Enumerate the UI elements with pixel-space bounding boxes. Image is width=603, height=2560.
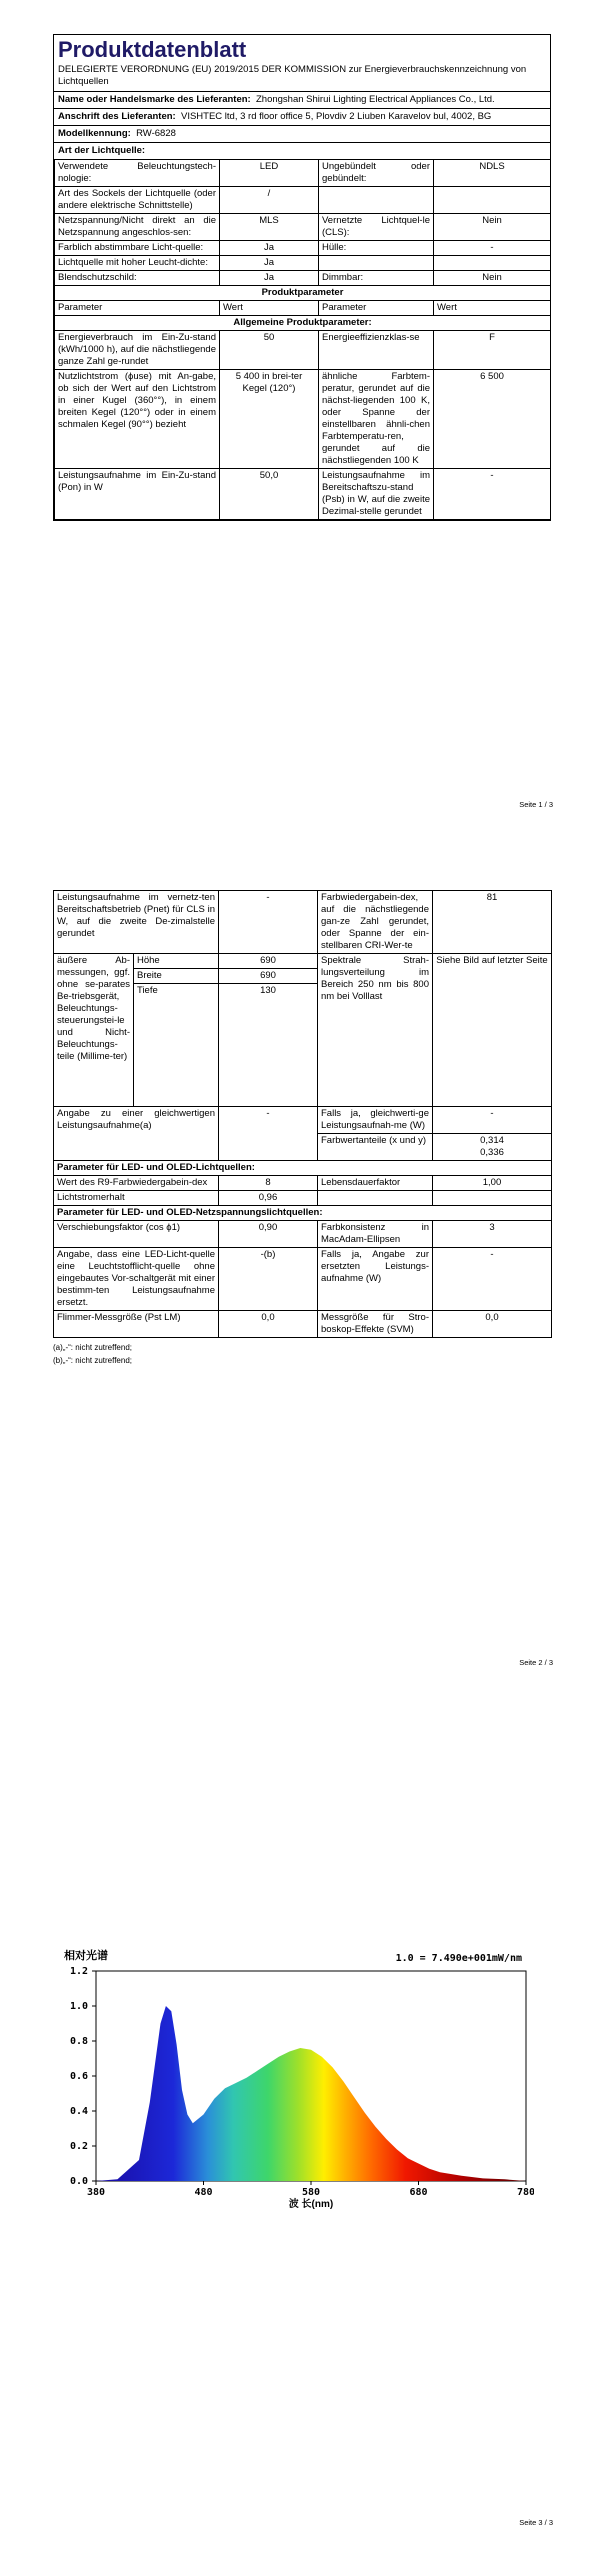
cell [319,256,434,271]
light-source-table [54,159,551,520]
cell: LED [220,160,319,187]
chart-annotation: 1.0 = 7.490e+001mW/nm [395,1953,522,1964]
dimension-value: 130 [219,984,318,1107]
column-header: Parameter [55,301,220,316]
model-value: RW-6828 [136,128,176,139]
table-row [55,469,551,520]
cell: 6 500 [434,370,551,469]
x-tick-label: 780 [516,2187,534,2198]
dimension-value: 690 [219,954,318,969]
cell: Blendschutzschild: [55,271,220,286]
light-type-header: Art der Lichtquelle: [58,145,146,156]
regulation-text: DELEGIERTE VERORDNUNG (EU) 2019/2015 DER KOMMISSION zur Energieverbrauchskennzeichnung von Lichtquellen [58,64,527,87]
table-row [55,316,551,331]
cell: -(b) [219,1248,318,1311]
cell: Angabe, dass eine LED-Licht-quelle eine Leuchtstofflicht-quelle ohne eingebautes Vor-schaltgerät mit einer bestimm-ten Leistungsaufnahme ersetzt. [54,1248,219,1311]
cell [434,187,551,214]
cell: Leistungsaufnahme im vernetz-ten Bereitschaftsbetrieb (Pnet) für CLS in W, auf die zweite De-zimalstelle gerundet [54,891,219,954]
cell: Lichtquelle mit hoher Leucht-dichte: [55,256,220,271]
table-row [54,1161,552,1176]
table-row [55,301,551,316]
datasheet-frame-1 [53,34,551,521]
dimension-value: 690 [219,969,318,984]
page-3 [0,1710,603,2560]
column-header: Wert [434,301,551,316]
table-row [55,331,551,370]
table-row [54,891,552,954]
cell: Ja [220,241,319,256]
spectral-value: Siehe Bild auf letzter Seite [433,954,552,1107]
cell: - [434,241,551,256]
table-row [55,370,551,469]
cell: Farbwiedergabein-dex, auf die nächstliegende gan-ze Zahl gerundet, oder Spanne der ein-stellbaren CRI-Wer-te [318,891,433,954]
cell: Leistungsaufnahme im Bereitschaftszu-stand (Psb) in W, auf die zweite Dezimal-stelle gerundet [319,469,434,520]
dimension-name: Tiefe [134,984,219,1107]
cell: Ungebündelt oder gebündelt: [319,160,434,187]
table-row [55,241,551,256]
cell: Lichtstromerhalt [54,1191,219,1206]
model-row [54,125,550,142]
address-value: VISHTEC ltd, 3 rd floor office 5, Plovdiv 2 Liuben Karavelov bul, 4002, BG [181,111,492,122]
cell: - [219,891,318,954]
cell: NDLS [434,160,551,187]
cell: Hülle: [319,241,434,256]
datasheet-frame-2 [53,890,551,1367]
spectrum-chart-wrap [56,1943,534,2223]
y-tick-label: 1.0 [69,2001,88,2012]
column-header: Wert [220,301,319,316]
table-row [54,1176,552,1191]
address-label: Anschrift des Lieferanten: [58,111,176,122]
y-tick-label: 0.8 [69,2036,88,2047]
cell: ähnliche Farbtem-peratur, gerundet auf die nächst-liegenden 100 K, oder Spanne der einstellbaren ähnli-chen Farbtemperatu-ren, gerundet auf die nächstliegenden 100 K [319,370,434,469]
cell: 8 [219,1176,318,1191]
cell: Falls ja, gleichwerti-ge Leistungsaufnah-me (W) [318,1107,433,1134]
cell: Wert des R9-Farbwiedergabein-dex [54,1176,219,1191]
x-tick-label: 680 [409,2187,428,2198]
column-header: Parameter [319,301,434,316]
section-header: Allgemeine Produktparameter: [55,316,551,331]
table-row [54,1221,552,1248]
chromaticity-x: 0,314 [480,1135,504,1146]
cell: 50 [220,331,319,370]
table-row [54,1191,552,1206]
cell: 0,0 [219,1311,318,1338]
y-tick-label: 0.2 [69,2141,88,2152]
doc-title: Produktdatenblatt [58,37,247,62]
section-header: Parameter für LED- und OLED-Lichtquellen: [54,1161,552,1176]
y-tick-label: 0.6 [69,2071,88,2082]
table-row [55,187,551,214]
cell: Nein [434,214,551,241]
table-row [54,954,552,969]
cell: Netzspannung/Nicht direkt an die Netzspannung angeschlos-sen: [55,214,220,241]
cell [319,187,434,214]
chart-title: 相对光谱 [64,1950,108,1962]
table-row [54,1206,552,1221]
x-tick-label: 580 [301,2187,321,2198]
cell: 50,0 [220,469,319,520]
cell: Falls ja, Angabe zur ersetzten Leistungs-aufnahme (W) [318,1248,433,1311]
cell: - [433,1248,552,1311]
cell: 0,0 [433,1311,552,1338]
cell: Verschiebungsfaktor (cos ϕ1) [54,1221,219,1248]
page-1 [0,0,603,860]
cell: - [433,1107,552,1134]
supplier-label: Name oder Handelsmarke des Lieferanten: [58,94,251,105]
page-number: Seite 2 / 3 [519,1658,553,1667]
table-row [55,286,551,301]
table-row [54,1107,552,1134]
cell [433,1191,552,1206]
table-row [55,214,551,241]
cell: / [220,187,319,214]
page-number: Seite 1 / 3 [519,800,553,809]
cell: Vernetzte Lichtquel-le (CLS): [319,214,434,241]
cell: Flimmer-Messgröße (Pst LM) [54,1311,219,1338]
page-2 [0,860,603,1710]
cell: Farbwertanteile (x und y) [318,1134,433,1161]
cell: Verwendete Beleuchtungstech-nologie: [55,160,220,187]
cell: - [219,1107,318,1161]
cell: Ja [220,271,319,286]
parameters-table-continued [53,890,552,1338]
cell: Lebensdauerfaktor [318,1176,433,1191]
y-tick-label: 0.0 [69,2176,88,2187]
light-type-row [54,142,550,159]
cell: Farblich abstimmbare Licht-quelle: [55,241,220,256]
y-tick-label: 0.4 [69,2106,88,2117]
x-tick-label: 480 [194,2187,213,2198]
table-row [55,160,551,187]
cell: Ja [220,256,319,271]
y-tick-label: 1.2 [69,1966,88,1977]
cell: Energieeffizienzklas-se [319,331,434,370]
supplier-row [54,91,550,108]
page-number: Seite 3 / 3 [519,2518,553,2527]
supplier-value: Zhongshan Shirui Lighting Electrical Appliances Co., Ltd. [256,94,495,105]
cell: 5 400 in brei-ter Kegel (120°) [220,370,319,469]
cell: 0,90 [219,1221,318,1248]
cell: Messgröße für Stro-boskop-Effekte (SVM) [318,1311,433,1338]
cell: 81 [433,891,552,954]
cell: Art des Sockels der Lichtquelle (oder andere elektrische Schnittstelle) [55,187,220,214]
section-header: Produktparameter [55,286,551,301]
footnote-b: (b)„-“: nicht zutreffend; [53,1356,132,1365]
table-row [55,271,551,286]
cell: Leistungsaufnahme im Ein-Zu-stand (Pon) in W [55,469,220,520]
cell: MLS [220,214,319,241]
dimensions-label: äußere Ab-messungen, ggf. ohne se-parates Be-triebsgerät, Beleuchtungs-steuerungstei-le und Nicht-Beleuchtungs-teile (Millime-ter) [54,954,134,1107]
chromaticity-y: 0,336 [480,1147,504,1158]
cell: Angabe zu einer gleichwertigen Leistungsaufnahme(a) [54,1107,219,1161]
table-row [54,1248,552,1311]
spectral-label: Spektrale Strah-lungsverteilung im Bereich 250 nm bis 800 nm bei Volllast [318,954,433,1107]
chromaticity-values [433,1134,552,1161]
cell: Nutzlichtstrom (ϕuse) mit An-gabe, ob sich der Wert auf den Lichtstrom in einer Kugel (360°°), in einem breiten Kegel (120°°) oder in einem schmalen Kegel (90°°) bezieht [55,370,220,469]
spectrum-area [96,2006,526,2181]
cell: 0,96 [219,1191,318,1206]
footnote-a: (a)„-“: nicht zutreffend; [53,1343,132,1352]
cell: Dimmbar: [319,271,434,286]
x-axis-label: 波 长(nm) [288,2199,334,2210]
cell [318,1191,433,1206]
x-tick-label: 380 [86,2187,106,2198]
dimension-name: Breite [134,969,219,984]
model-label: Modellkennung: [58,128,131,139]
section-header: Parameter für LED- und OLED-Netzspannungslichtquellen: [54,1206,552,1221]
spectrum-chart [56,1943,534,2218]
cell: 1,00 [433,1176,552,1191]
cell: Farbkonsistenz in MacAdam-Ellipsen [318,1221,433,1248]
address-row [54,108,550,125]
cell: - [434,469,551,520]
dimension-name: Höhe [134,954,219,969]
cell [434,256,551,271]
cell: F [434,331,551,370]
cell: Energieverbrauch im Ein-Zu-stand (kWh/1000 h), auf die nächstliegende ganze Zahl ge-rundet [55,331,220,370]
table-row [54,1311,552,1338]
cell: Nein [434,271,551,286]
table-row [55,256,551,271]
cell: 3 [433,1221,552,1248]
